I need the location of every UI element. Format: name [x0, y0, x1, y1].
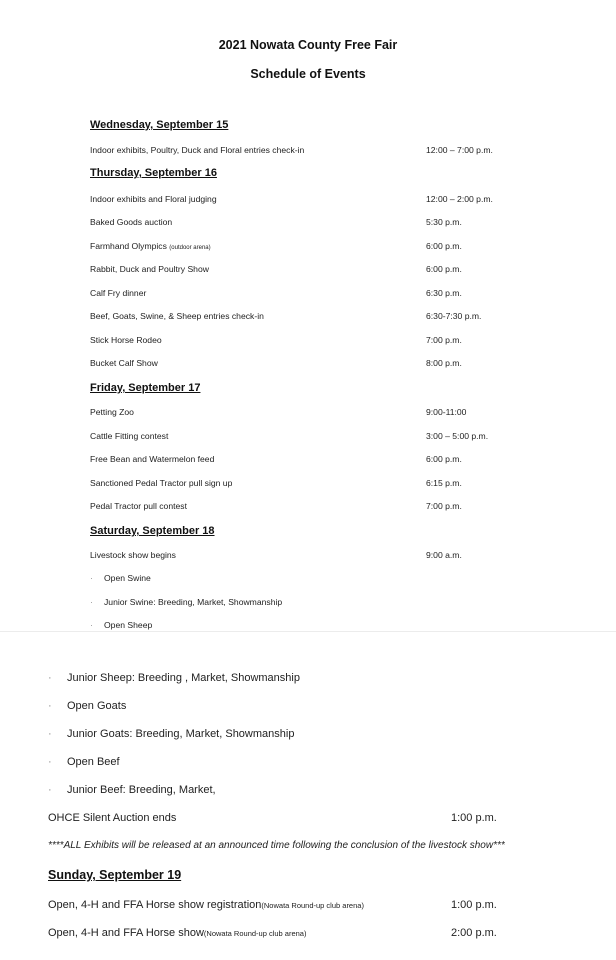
bullet-icon: · [48, 672, 52, 684]
livestock-list-item: Junior Goats: Breeding, Market, Showmanship [67, 728, 295, 740]
release-note: ****ALL Exhibits will be released at an announced time following the conclusion of the livestock show*** [48, 840, 505, 851]
event-name: Free Bean and Watermelon feed [90, 454, 215, 464]
event-time: 6:00 p.m. [426, 454, 462, 464]
event-name: Stick Horse Rodeo [90, 335, 162, 345]
event-name: Indoor exhibits, Poultry, Duck and Floral entries check-in [90, 145, 305, 155]
event-name [48, 899, 364, 911]
livestock-item-label: Open Swine [104, 573, 151, 583]
livestock-list-item: Open Beef [67, 756, 120, 768]
document-title: 2021 Nowata County Free Fair [218, 38, 398, 52]
event-name: Calf Fry dinner [90, 288, 147, 298]
day-heading-saturday: Saturday, September 18 [90, 525, 215, 537]
event-name: Sanctioned Pedal Tractor pull sign up [90, 478, 233, 488]
event-time: 1:00 p.m. [451, 899, 497, 911]
event-name-text: Open, 4-H and FFA Horse show registration [48, 899, 262, 911]
livestock-list-item: Junior Beef: Breeding, Market, [67, 784, 216, 796]
livestock-list-item: Junior Sheep: Breeding , Market, Showmanship [67, 672, 300, 684]
day-heading-thursday: Thursday, September 16 [90, 167, 217, 179]
event-name: Baked Goods auction [90, 217, 173, 227]
bullet-icon: · [90, 597, 93, 607]
livestock-list-item [90, 573, 151, 583]
day-heading-friday: Friday, September 17 [90, 382, 201, 394]
event-time: 6:00 p.m. [426, 264, 462, 274]
event-time: 3:00 – 5:00 p.m. [426, 431, 489, 441]
event-name: Beef, Goats, Swine, & Sheep entries check-in [90, 311, 264, 321]
bullet-icon: · [90, 620, 93, 630]
event-time: 7:00 p.m. [426, 501, 462, 511]
event-name: Pedal Tractor pull contest [90, 501, 187, 511]
livestock-list-item: Open Goats [67, 700, 127, 712]
event-name-text: Farmhand Olympics [90, 241, 167, 251]
event-name: OHCE Silent Auction ends [48, 812, 177, 824]
document-subtitle: Schedule of Events [250, 67, 366, 81]
bullet-icon: · [48, 784, 52, 796]
livestock-list-item [90, 597, 282, 607]
bullet-icon: · [90, 573, 93, 583]
event-name: Petting Zoo [90, 407, 134, 417]
bullet-icon: · [48, 700, 52, 712]
event-name [48, 927, 306, 939]
event-time: 9:00 a.m. [426, 550, 462, 560]
event-time: 6:30-7:30 p.m. [426, 311, 482, 321]
event-name: Bucket Calf Show [90, 358, 158, 368]
event-name [90, 241, 211, 251]
event-time: 6:00 p.m. [426, 241, 462, 251]
page-divider [0, 631, 616, 632]
event-time: 6:30 p.m. [426, 288, 462, 298]
event-name: Cattle Fitting contest [90, 431, 169, 441]
event-name-text: Open, 4-H and FFA Horse show [48, 927, 204, 939]
livestock-item-label: Junior Swine: Breeding, Market, Showmanship [104, 597, 283, 607]
event-name: Livestock show begins [90, 550, 176, 560]
event-time: 8:00 p.m. [426, 358, 462, 368]
event-time: 2:00 p.m. [451, 927, 497, 939]
event-location-note: (Nowata Round-up club arena) [203, 929, 307, 938]
event-time: 5:30 p.m. [426, 217, 462, 227]
event-time: 1:00 p.m. [451, 812, 497, 824]
bullet-icon: · [48, 756, 52, 768]
event-time: 12:00 – 2:00 p.m. [426, 194, 493, 204]
event-time: 6:15 p.m. [426, 478, 462, 488]
livestock-list-item [90, 620, 152, 630]
event-name: Indoor exhibits and Floral judging [90, 194, 217, 204]
event-time: 9:00-11:00 [426, 407, 467, 417]
day-heading-sunday: Sunday, September 19 [48, 868, 182, 882]
day-heading-wednesday: Wednesday, September 15 [90, 119, 229, 131]
livestock-item-label: Open Sheep [104, 620, 153, 630]
event-location-note: (outdoor arena) [169, 245, 211, 251]
event-name: Rabbit, Duck and Poultry Show [90, 264, 209, 274]
event-time: 12:00 – 7:00 p.m. [426, 145, 493, 155]
event-time: 7:00 p.m. [426, 335, 462, 345]
event-location-note: (Nowata Round-up club arena) [261, 901, 364, 910]
bullet-icon: · [48, 728, 52, 740]
